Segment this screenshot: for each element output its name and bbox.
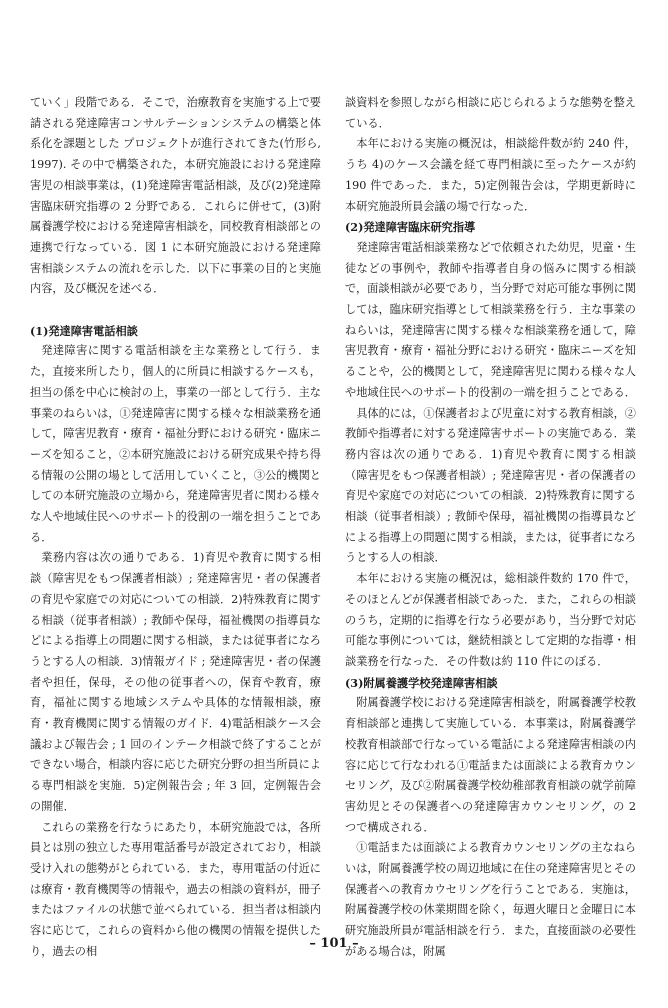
school-consultation-aims-paragraph: ①電話または面談による教育カウンセリングの主なねらいは，附属養護学校の周辺地域に在住の発達障害児とその保護者への教育カウセリングを行うことである．実施は，附属養護学校の休業期間を除く，毎週火曜日と金曜日に本研究施設所員が電話相談を行う．また，直接面談の必要性がある場合は，附属 <box>345 841 636 958</box>
clinical-guidance-services-paragraph: 具体的には，①保護者および児童に対する教育相談，②教師や指導者に対する発達障害サポートの実施である．業務内容は次の通りである．1)育児や教育に関する相談（障害児をもつ保護者相談）; 発達障害児・者の保護者の育児や家庭での対応についての相談．2)特殊教育に関する相談（従事者相談）; 教師や保母，福祉機関の指導員などによる指導上の問題に関する相談，または，従事者になろうとする人の相談． <box>345 406 636 565</box>
telephone-consultation-aims-paragraph: 発達障害に関する電話相談を主な業務として行う．また，直接来所したり，個人的に所員に相談するケースも，担当の係を中心に検討の上，事業の一部として行う．主な事業のねらいは，①発達障害に関する様々な相談業務を通して，障害児教育・療育・福祉分野における研究・臨床ニーズを知ること，②本研究施設における研究成果や持ち得る情報の公開の場として活用していくこと，③公的機関としての本研究施設の立場から，発達障害児者に関わる様々な人や地域住民へのサポート的役割の一端を担うことである． <box>30 344 321 544</box>
section-heading-clinical-guidance: (2)発達障害臨床研究指導 <box>345 220 476 235</box>
telephone-consultation-services-paragraph: 業務内容は次の通りである．1)育児や教育に関する相談（障害児をもつ保護者相談）; 発達障害児・者の保護者の育児や家庭での対応についての相談．2)特殊教育に関する相談（従事者相談）; 教師や保母，福祉機関の指導員などによる指導上の問題に関する相談，または従事者になろうとする人の相談．3)情報ガイド ; 発達障害児・者の保護者や担任，保母，その他の従事者への，保育や教育，療育，福祉に関する地域システムや具体的な情報相談，療育・教育機関に関する情報のガイド．4)電話相談ケース会議および報告会 ; 1 回のインテーク相談で終了することができない場合，相談内容に応じた研究分野の担当所員による専門相談を実施．5)定例報告会 ; 年 3 回，定例報告会の開催． <box>30 551 321 813</box>
left-column <box>30 93 321 963</box>
telephone-consultation-status-paragraph: 本年における実施の概況は，相談総件数が約 240 件，うち 4)のケース会議を経て専門相談に至ったケースが約 190 件であった．また，5)定例報告会は，学期更新時に本研究施設所員会議の場で行なった． <box>345 137 636 213</box>
telephone-consultation-setup-paragraph: これらの業務を行なうにあたり，本研究施設では，各所員とは別の独立した専用電話番号が設定されており，相談受け入れの態勢がとられている．また，専用電話の付近には療育・教育機関等の情報や，過去の相談の資料が，冊子またはファイルの状態で並べられている．担当者は相談内容に応じて，これらの資料から他の機関の情報を提供したり，過去の相 <box>30 820 321 958</box>
section-heading-school-consultation: (3)附属養護学校発達障害相談 <box>345 675 498 690</box>
intro-paragraph: ていく」段階である．そこで，治療教育を実施する上で要請される発達障害コンサルテーションシステムの構築と体系化を課題とした プロジェクトが進行されてきた(竹形ら, 1997). その中で構築された，本研究施設における発達障害児の相談事業は，(1)発達障害電話相談，及び(2)発達障害臨床研究指導の 2 分野である．これらに併せて，(3)附属養護学校における発達障害相談を，同校教育相談部との連携で行なっている．図 1 に本研究施設における発達障害相談システムの流れを示した．以下に事業の目的と実施内容，及び概況を述べる． <box>30 96 321 296</box>
section-spacer <box>30 300 321 321</box>
section-heading-telephone-consultation: (1)発達障害電話相談 <box>30 323 138 338</box>
right-column <box>345 93 636 963</box>
clinical-guidance-status-paragraph: 本年における実施の概況は，総相談件数約 170 件で，そのほとんどが保護者相談であった．また，これらの相談のうち，定期的に指導を行なう必要があり，当分野で対応可能な事例については，継続相談として定期的な指導・相談業務を行なった．その件数は約 110 件にのぼる． <box>345 572 636 668</box>
telephone-consultation-setup-continued: 談資料を参照しながら相談に応じられるような態勢を整えている． <box>345 96 636 130</box>
page-number: – 101 – <box>309 936 359 951</box>
clinical-guidance-aims-paragraph: 発達障害電話相談業務などで依頼された幼児，児童・生徒などの事例や，教師や指導者自身の悩みに関する相談で，面談相談が必要であり，当分野で対応可能な事例に関しては，臨床研究指導として相談業務を行う．主な事業のねらいは，発達障害に関する様々な相談業務を通して，障害児教育・療育・福祉分野における研究・臨床ニーズを知ることや，公的機関として，発達障害児に関わる様々な人や地域住民へのサポート的役割の一端を担うことである． <box>345 240 636 399</box>
school-consultation-overview-paragraph: 附属養護学校における発達障害相談を，附属養護学校教育相談部と連携して実施している．本事業は，附属養護学校教育相談部で行なっている電話による発達障害相談の内容に応じて行なわれる①電話または面談による教育カウンセリング，及び②附属養護学校幼稚部教育相談の就学前障害幼児とその保護者への発達障害カウンセリング，の 2 つで構成される． <box>345 696 636 834</box>
